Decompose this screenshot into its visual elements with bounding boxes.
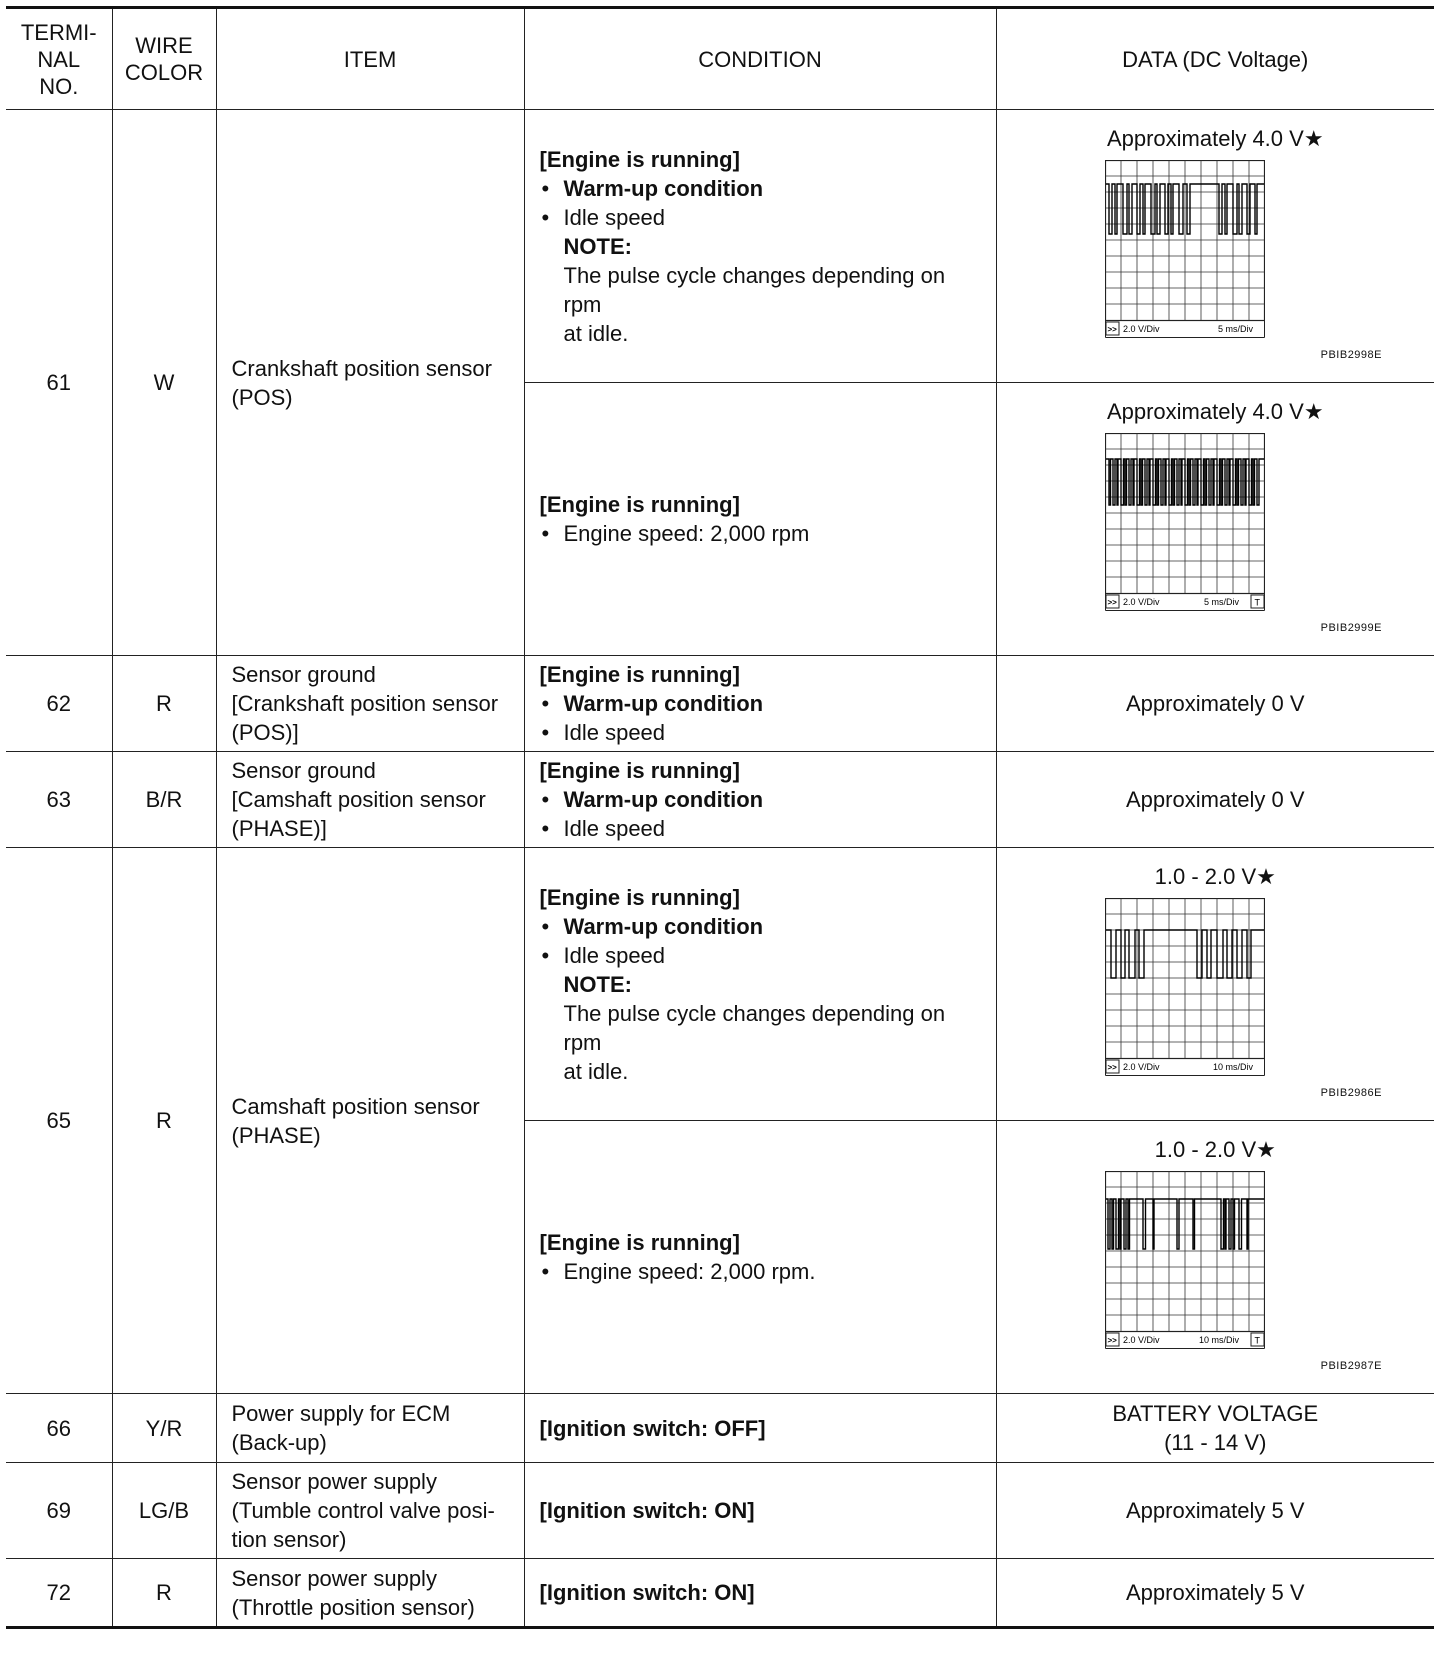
wire-color: Y/R xyxy=(112,1394,216,1463)
condition-cell: [Ignition switch: ON] xyxy=(524,1559,996,1628)
scope-arrow-label: >> xyxy=(1107,1063,1117,1072)
condition-cell: [Engine is running] • Warm-up condition • Idle speed NOTE: The pulse cycle changes depending on rpm at idle. xyxy=(524,848,996,1121)
item-cell: Camshaft position sensor (PHASE) xyxy=(216,848,524,1394)
wire-color: W xyxy=(112,110,216,656)
scope-time-scale: 5 ms/Div xyxy=(1203,597,1239,607)
table-row xyxy=(6,1559,1434,1628)
scope-volt-scale: 2.0 V/Div xyxy=(1122,597,1160,607)
data-cell xyxy=(996,1121,1434,1394)
condition-cell: [Engine is running] • Warm-up condition • Idle speed xyxy=(524,656,996,752)
terminal-no: 63 xyxy=(6,752,112,848)
data-cell: Approximately 0 V xyxy=(996,656,1434,752)
condition-cell: [Engine is running] • Warm-up condition • Idle speed NOTE: The pulse cycle changes depending on rpm at idle. xyxy=(524,110,996,383)
item-cell: Sensor power supply (Tumble control valve posi- tion sensor) xyxy=(216,1463,524,1559)
item-cell: Sensor power supply (Throttle position sensor) xyxy=(216,1559,524,1628)
scope-time-scale: 10 ms/Div xyxy=(1198,1335,1239,1345)
condition-cell: [Engine is running] • Warm-up condition • Idle speed xyxy=(524,752,996,848)
table-row xyxy=(6,752,1434,848)
voltage-label: 1.0 - 2.0 V★ xyxy=(1154,864,1276,889)
voltage-label: Approximately 4.0 V★ xyxy=(1106,126,1324,151)
star-icon: ★ xyxy=(1256,1137,1276,1162)
figure-id: PBIB2986E xyxy=(1320,1087,1382,1099)
scope-volt-scale: 2.0 V/Div xyxy=(1122,1062,1160,1072)
condition-cell: [Engine is running] • Engine speed: 2,000 rpm. xyxy=(524,1121,996,1394)
table-row xyxy=(6,848,1434,1121)
data-cell: Approximately 5 V xyxy=(996,1463,1434,1559)
scope-volt-scale: 2.0 V/Div xyxy=(1122,1335,1160,1345)
star-icon: ★ xyxy=(1303,126,1324,151)
star-icon: ★ xyxy=(1303,399,1324,424)
wire-color: B/R xyxy=(112,752,216,848)
data-cell: Approximately 0 V xyxy=(996,752,1434,848)
item-cell: Sensor ground [Crankshaft position sensor (POS)] xyxy=(216,656,524,752)
scope-volt-scale: 2.0 V/Div xyxy=(1122,324,1160,334)
data-cell xyxy=(996,110,1434,383)
terminal-no: 65 xyxy=(6,848,112,1394)
scope-trace xyxy=(1106,459,1264,505)
wire-color: R xyxy=(112,656,216,752)
data-cell: BATTERY VOLTAGE (11 - 14 V) xyxy=(996,1394,1434,1463)
terminal-no: 72 xyxy=(6,1559,112,1628)
table-row xyxy=(6,110,1434,383)
item-cell: Crankshaft position sensor (POS) xyxy=(216,110,524,656)
oscilloscope-waveform xyxy=(1105,1171,1265,1349)
oscilloscope-waveform xyxy=(1105,898,1265,1076)
oscilloscope-waveform xyxy=(1105,160,1265,338)
header-condition: CONDITION xyxy=(524,8,996,110)
scope-arrow-label: >> xyxy=(1107,598,1117,607)
scope-arrow-label: >> xyxy=(1107,325,1117,334)
data-cell xyxy=(996,383,1434,656)
scope-time-scale: 5 ms/Div xyxy=(1217,324,1253,334)
terminal-no: 66 xyxy=(6,1394,112,1463)
voltage-label: Approximately 4.0 V★ xyxy=(1106,399,1324,424)
table-row xyxy=(6,656,1434,752)
table-row xyxy=(6,1394,1434,1463)
header-terminal: TERMI- NAL NO. xyxy=(6,8,112,110)
voltage-label: 1.0 - 2.0 V★ xyxy=(1154,1137,1276,1162)
header-wire-color: WIRE COLOR xyxy=(112,8,216,110)
figure-id: PBIB2998E xyxy=(1320,349,1382,361)
figure-id: PBIB2999E xyxy=(1320,622,1382,634)
wire-color: R xyxy=(112,848,216,1394)
figure-id: PBIB2987E xyxy=(1320,1360,1382,1372)
terminal-no: 69 xyxy=(6,1463,112,1559)
star-icon: ★ xyxy=(1256,864,1276,889)
data-cell xyxy=(996,848,1434,1121)
scope-arrow-label: >> xyxy=(1107,1336,1117,1345)
item-cell: Sensor ground [Camshaft position sensor (PHASE)] xyxy=(216,752,524,848)
wire-color: R xyxy=(112,1559,216,1628)
terminal-data-table xyxy=(6,6,1434,1629)
terminal-no: 62 xyxy=(6,656,112,752)
condition-cell: [Ignition switch: ON] xyxy=(524,1463,996,1559)
condition-cell: [Ignition switch: OFF] xyxy=(524,1394,996,1463)
header-item: ITEM xyxy=(216,8,524,110)
terminal-no: 61 xyxy=(6,110,112,656)
wire-color: LG/B xyxy=(112,1463,216,1559)
table-row xyxy=(6,1463,1434,1559)
header-row xyxy=(6,8,1434,110)
scope-time-scale: 10 ms/Div xyxy=(1212,1062,1253,1072)
item-cell: Power supply for ECM (Back-up) xyxy=(216,1394,524,1463)
header-data: DATA (DC Voltage) xyxy=(996,8,1434,110)
trigger-label: T xyxy=(1254,597,1260,608)
oscilloscope-waveform xyxy=(1105,433,1265,611)
data-cell: Approximately 5 V xyxy=(996,1559,1434,1628)
trigger-label: T xyxy=(1254,1335,1260,1346)
condition-cell: [Engine is running] • Engine speed: 2,000 rpm xyxy=(524,383,996,656)
